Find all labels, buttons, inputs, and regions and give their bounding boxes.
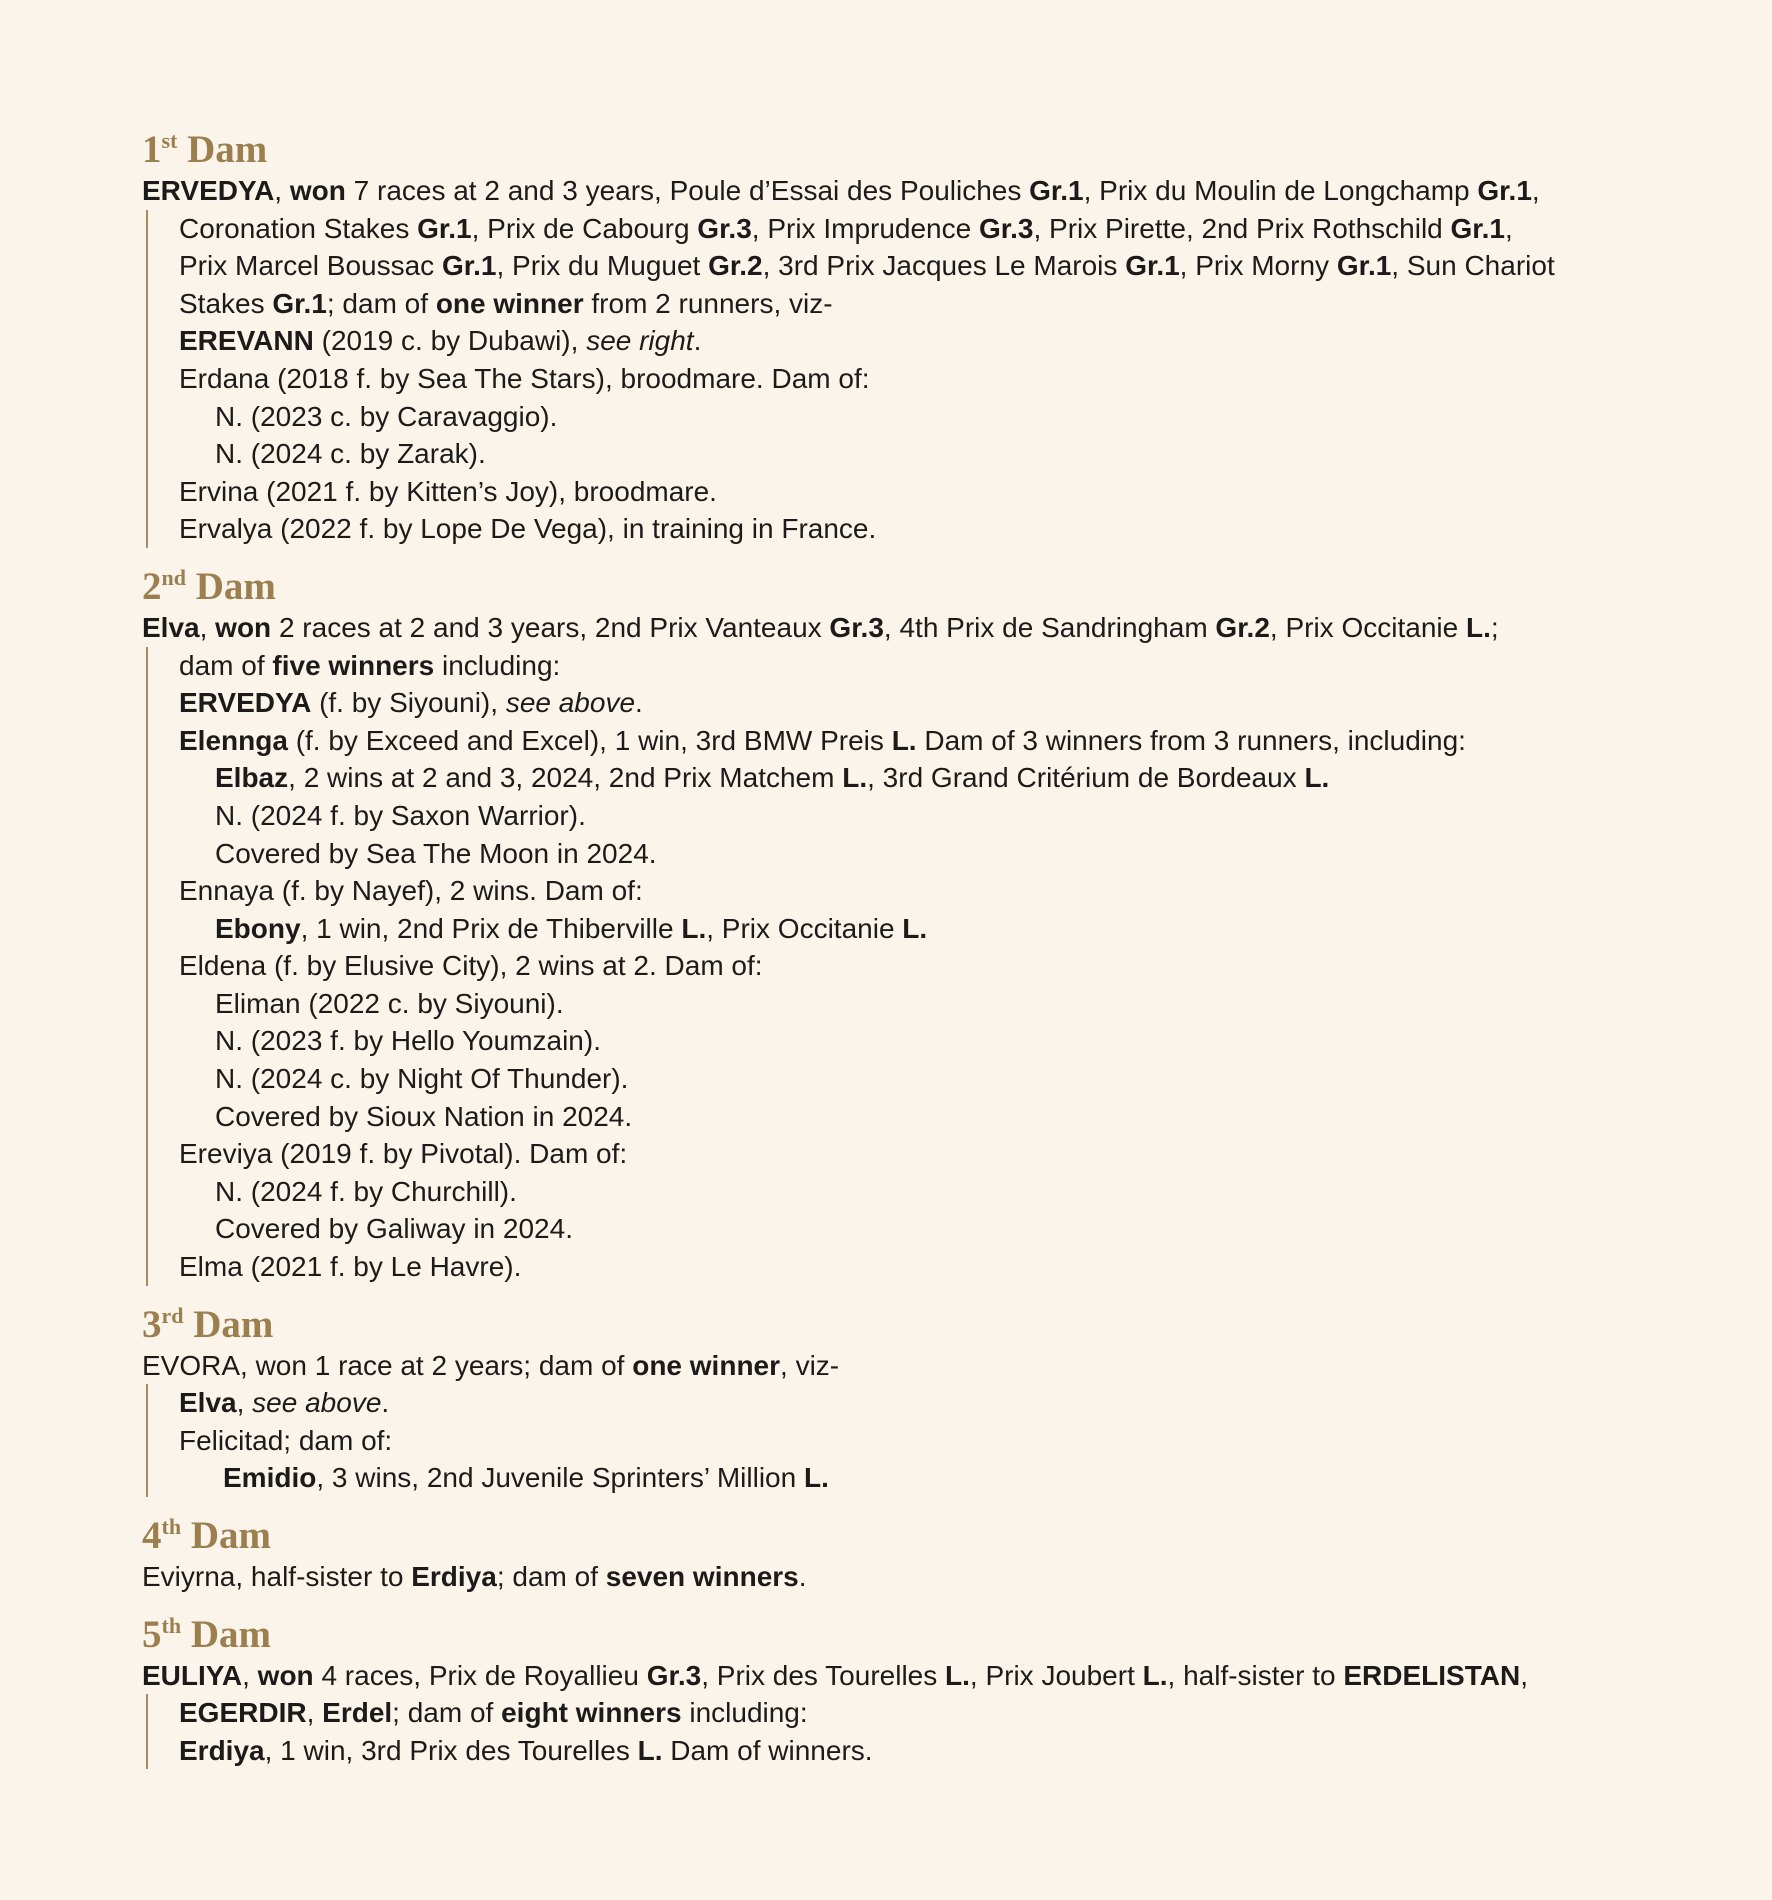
progeny-line (148, 1384, 1662, 1422)
bold-text: Gr.1 (1336, 250, 1392, 282)
text-run: Covered by Sea The Moon in 2024. (215, 837, 657, 869)
progeny-line (148, 322, 1662, 360)
dam-summary-line (142, 172, 1662, 210)
bold-text: Elennga (179, 724, 288, 756)
text-run: , 3 wins, 2nd Juvenile Sprinters’ Million (316, 1462, 804, 1494)
text-run: , (242, 1659, 258, 1691)
text-run: dam of (179, 649, 273, 681)
ordinal-suffix: th (161, 1612, 182, 1638)
bold-text: L. (945, 1659, 970, 1691)
progeny-line (148, 1248, 1662, 1286)
bold-text: Erdel (322, 1697, 393, 1729)
text-run: , Prix Morny (1179, 250, 1337, 282)
grand-progeny-line (148, 1210, 1662, 1248)
progeny-list (146, 210, 1662, 548)
text-run: Covered by Sioux Nation in 2024. (215, 1100, 633, 1132)
bold-text: eight winners (501, 1697, 682, 1729)
bold-text: L. (803, 1462, 829, 1494)
grand-progeny-line (148, 797, 1662, 835)
bold-text: Elbaz (215, 762, 289, 794)
text-run: Dam of 3 winners from 3 runners, including: (916, 724, 1466, 756)
progeny-list (146, 1694, 1662, 1769)
dam-heading (142, 565, 1662, 609)
progeny-line (148, 1732, 1662, 1770)
bold-text: Gr.3 (697, 212, 752, 244)
dam-section (142, 565, 1662, 1286)
text-run: , Prix Pirette, 2nd Prix Rothschild (1033, 212, 1451, 244)
text-run: , 3rd Prix Jacques Le Marois (762, 250, 1126, 282)
italic-text: see above (505, 687, 636, 719)
progeny-line (148, 360, 1662, 398)
dam-label: Dam (187, 128, 268, 171)
text-run: Prix Marcel Boussac (179, 250, 442, 282)
text-run: , viz- (780, 1349, 840, 1381)
bold-text: Gr.2 (708, 250, 763, 282)
bold-text: one winner (435, 287, 584, 319)
bold-text: L. (902, 912, 928, 944)
bold-text: Erdiya (179, 1734, 265, 1766)
grand-progeny-line (148, 835, 1662, 873)
text-run: ; dam of (496, 1561, 606, 1592)
bold-text: L. (1304, 762, 1330, 794)
grand-progeny-line (148, 985, 1662, 1023)
bold-text: won (289, 175, 346, 206)
dam-section (142, 1514, 1662, 1596)
dam-heading (142, 1303, 1662, 1347)
text-run: . (693, 325, 702, 357)
bold-text: EGERDIR (179, 1697, 307, 1729)
progeny-line (148, 1694, 1662, 1732)
grand-progeny-line (148, 1098, 1662, 1136)
text-run: (f. by Exceed and Excel), 1 win, 3rd BMW Preis (287, 724, 892, 756)
text-run: , (1505, 212, 1513, 244)
grand-progeny-line (148, 1173, 1662, 1211)
text-run: , Prix Occitanie (1269, 611, 1466, 643)
text-run: from 2 runners, viz- (583, 287, 833, 319)
bold-text: Erdiya (411, 1561, 497, 1592)
text-run: 2 races at 2 and 3 years, 2nd Prix Vanteaux (271, 611, 830, 643)
text-run: including: (681, 1697, 808, 1729)
bold-text: Gr.3 (646, 1659, 702, 1691)
text-run: N. (2024 c. by Night Of Thunder). (215, 1063, 629, 1095)
progeny-line (148, 247, 1662, 285)
text-run: Eviyrna, half-sister to (142, 1561, 412, 1592)
text-run: , (306, 1697, 323, 1729)
text-run: 7 races at 2 and 3 years, Poule d’Essai des Pouliches (345, 175, 1030, 206)
text-run: Covered by Galiway in 2024. (215, 1213, 573, 1245)
grand-progeny-line (148, 759, 1662, 797)
italic-text: see above (252, 1387, 382, 1419)
text-run: EVORA, won 1 race at 2 years; dam of (142, 1349, 633, 1381)
bold-text: Gr.1 (1477, 175, 1532, 206)
bold-text: Gr.2 (1215, 611, 1270, 643)
text-run: . (798, 1561, 807, 1592)
text-run: ; (1490, 611, 1499, 643)
text-run: , (1520, 1659, 1528, 1691)
bold-text: won (257, 1659, 314, 1691)
progeny-line (148, 285, 1662, 323)
text-run: N. (2024 f. by Churchill). (215, 1175, 517, 1207)
bold-text: ERDELISTAN (1343, 1659, 1521, 1691)
dam-number: 4 (142, 1514, 162, 1557)
text-run: (f. by Siyouni), (311, 687, 506, 719)
text-run: , half-sister to (1167, 1659, 1344, 1691)
text-run: Felicitad; dam of: (179, 1424, 393, 1456)
bold-text: Gr.3 (978, 212, 1034, 244)
grand-progeny-line (148, 1459, 1662, 1497)
dam-label: Dam (195, 564, 276, 608)
dam-section (142, 1613, 1662, 1770)
text-run: N. (2023 f. by Hello Youmzain). (215, 1025, 601, 1057)
italic-text: see right (586, 325, 694, 357)
dam-summary-line (142, 1558, 1662, 1596)
dam-section (142, 1303, 1662, 1497)
progeny-list (146, 647, 1662, 1286)
text-run: (2019 c. by Dubawi), (313, 325, 587, 357)
text-run: , (274, 175, 290, 206)
text-run: . (381, 1387, 390, 1419)
progeny-list (146, 1384, 1662, 1497)
progeny-line (148, 872, 1662, 910)
grand-progeny-line (148, 1060, 1662, 1098)
text-run: , 4th Prix de Sandringham (883, 611, 1216, 643)
text-run: , Prix Imprudence (751, 212, 979, 244)
dam-label: Dam (190, 1514, 271, 1557)
dam-number: 5 (142, 1612, 162, 1656)
bold-text: Gr.1 (1029, 175, 1084, 206)
bold-text: one winner (632, 1349, 781, 1381)
text-run: Ervina (2021 f. by Kitten’s Joy), broodmare. (179, 475, 717, 507)
text-run: Elma (2021 f. by Le Havre). (179, 1251, 522, 1283)
bold-text: L. (681, 912, 707, 944)
bold-text: EREVANN (179, 325, 314, 357)
text-run: 4 races, Prix de Royallieu (313, 1659, 647, 1691)
text-run: , 3rd Grand Critérium de Bordeaux (867, 762, 1305, 794)
progeny-line (148, 722, 1662, 760)
text-run: , 1 win, 2nd Prix de Thiberville (300, 912, 682, 944)
grand-progeny-line (148, 398, 1662, 436)
bold-text: ERVEDYA (142, 175, 275, 206)
text-run: Dam of winners. (662, 1734, 873, 1766)
progeny-line (148, 684, 1662, 722)
dam-summary-line (142, 1657, 1662, 1695)
dam-summary-line (142, 1347, 1662, 1385)
bold-text: L. (842, 762, 868, 794)
bold-text: ERVEDYA (179, 687, 312, 719)
text-run: ; dam of (392, 1697, 502, 1729)
text-run: , Prix des Tourelles (701, 1659, 946, 1691)
text-run: , (199, 611, 216, 643)
dam-number: 1 (142, 128, 162, 171)
grand-progeny-line (148, 910, 1662, 948)
bold-text: won (215, 611, 272, 643)
text-run: ; dam of (326, 287, 436, 319)
grand-progeny-line (148, 435, 1662, 473)
text-run: , Prix du Moulin de Longchamp (1083, 175, 1478, 206)
dam-number: 2 (142, 564, 162, 608)
text-run: N. (2024 c. by Zarak). (215, 438, 486, 470)
bold-text: Gr.1 (441, 250, 497, 282)
bold-text: EULIYA (142, 1659, 243, 1691)
pedigree-document (142, 128, 1662, 1786)
text-run: including: (434, 649, 561, 681)
text-run: , (1531, 175, 1540, 206)
text-run: . (635, 687, 643, 719)
ordinal-suffix: nd (161, 564, 186, 590)
bold-text: L. (891, 724, 917, 756)
bold-text: Gr.1 (417, 212, 472, 244)
text-run: , 2 wins at 2 and 3, 2024, 2nd Prix Matchem (288, 762, 843, 794)
dam-label: Dam (190, 1612, 271, 1656)
dam-heading (142, 1514, 1662, 1558)
dam-heading (142, 1613, 1662, 1657)
ordinal-suffix: th (161, 1514, 182, 1539)
dam-label: Dam (193, 1302, 274, 1346)
text-run: Coronation Stakes (179, 212, 418, 244)
bold-text: Gr.1 (1450, 212, 1505, 244)
bold-text: five winners (272, 649, 435, 681)
text-run: N. (2023 c. by Caravaggio). (215, 400, 558, 432)
bold-text: L. (637, 1734, 663, 1766)
dam-number: 3 (142, 1302, 162, 1346)
text-run: , 1 win, 3rd Prix des Tourelles (264, 1734, 638, 1766)
progeny-line (148, 210, 1662, 248)
dam-heading (142, 128, 1662, 172)
text-run: N. (2024 f. by Saxon Warrior). (215, 799, 586, 831)
text-run: , Prix du Muguet (496, 250, 709, 282)
progeny-line (148, 1135, 1662, 1173)
progeny-line (148, 473, 1662, 511)
text-run: Eliman (2022 c. by Siyouni). (215, 987, 564, 1019)
text-run: Ennaya (f. by Nayef), 2 wins. Dam of: (179, 875, 643, 907)
bold-text: Gr.1 (1125, 250, 1180, 282)
text-run: , Prix de Cabourg (471, 212, 698, 244)
text-run: , Prix Joubert (969, 1659, 1143, 1691)
bold-text: Emidio (223, 1462, 317, 1494)
progeny-line (148, 947, 1662, 985)
bold-text: L. (1465, 611, 1491, 643)
dam-section (142, 128, 1662, 548)
bold-text: Ebony (215, 912, 301, 944)
bold-text: Elva (142, 611, 200, 643)
text-run: , (236, 1387, 253, 1419)
bold-text: Gr.3 (829, 611, 884, 643)
text-run: Ereviya (2019 f. by Pivotal). Dam of: (179, 1138, 628, 1170)
bold-text: Gr.1 (272, 287, 327, 319)
text-run: Ervalya (2022 f. by Lope De Vega), in training in France. (179, 513, 877, 545)
progeny-line (148, 1422, 1662, 1460)
text-run: , Sun Chariot (1391, 250, 1555, 282)
bold-text: L. (1142, 1659, 1168, 1691)
dam-summary-line (142, 609, 1662, 647)
ordinal-suffix: st (161, 128, 178, 153)
text-run: , Prix Occitanie (706, 912, 903, 944)
progeny-line (148, 647, 1662, 685)
bold-text: seven winners (605, 1561, 799, 1592)
grand-progeny-line (148, 1022, 1662, 1060)
bold-text: Elva (179, 1387, 237, 1419)
text-run: Eldena (f. by Elusive City), 2 wins at 2. Dam of: (179, 950, 763, 982)
progeny-line (148, 510, 1662, 548)
ordinal-suffix: rd (161, 1302, 184, 1328)
text-run: Erdana (2018 f. by Sea The Stars), broodmare. Dam of: (179, 362, 870, 394)
text-run: Stakes (179, 287, 273, 319)
